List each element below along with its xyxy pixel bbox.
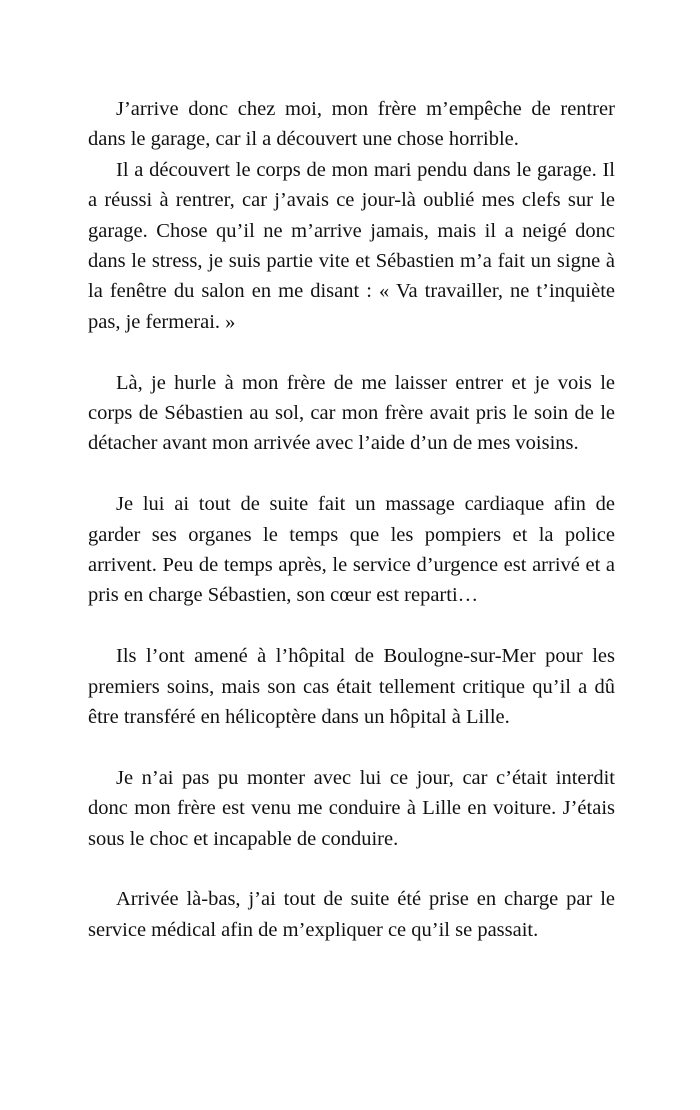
paragraph-7: Arrivée là-bas, j’ai tout de suite été prise en charge par le service médical afin de m’expliquer ce qu’il se passait. [88,888,615,941]
paragraph-2: Il a découvert le corps de mon mari pendu dans le garage. Il a réussi à rentrer, car j’avais ce jour-là oublié mes clefs sur le garage. Chose qu’il ne m’arrive jamais, mais il a neigé donc dans le stress, je suis partie vite et Sébastien m’a fait un signe à la fenêtre du salon en me disant : « Va travailler, ne t’inquiète pas, je fermerai. » [88,158,615,333]
paragraph-5: Ils l’ont amené à l’hôpital de Boulogne-sur-Mer pour les premiers soins, mais son cas était tellement critique qu’il a dû être transféré en hélicoptère dans un hôpital à Lille. [88,645,615,729]
page-text-block [88,94,615,945]
paragraph-6: Je n’ai pas pu monter avec lui ce jour, car c’était interdit donc mon frère est venu me conduire à Lille en voiture. J’étais sous le choc et incapable de conduire. [88,766,615,850]
paragraph-1: J’arrive donc chez moi, mon frère m’empêche de rentrer dans le garage, car il a découvert une chose horrible. [88,98,615,151]
paragraph-3: Là, je hurle à mon frère de me laisser entrer et je vois le corps de Sébastien au sol, car mon frère avait pris le soin de le détacher avant mon arrivée avec l’aide d’un de mes voisins. [88,371,615,455]
paragraph-4: Je lui ai tout de suite fait un massage cardiaque afin de garder ses organes le temps que les pompiers et la police arrivent. Peu de temps après, le service d’urgence est arrivé et a pris en charge Sébastien, son cœur est reparti… [88,493,615,607]
